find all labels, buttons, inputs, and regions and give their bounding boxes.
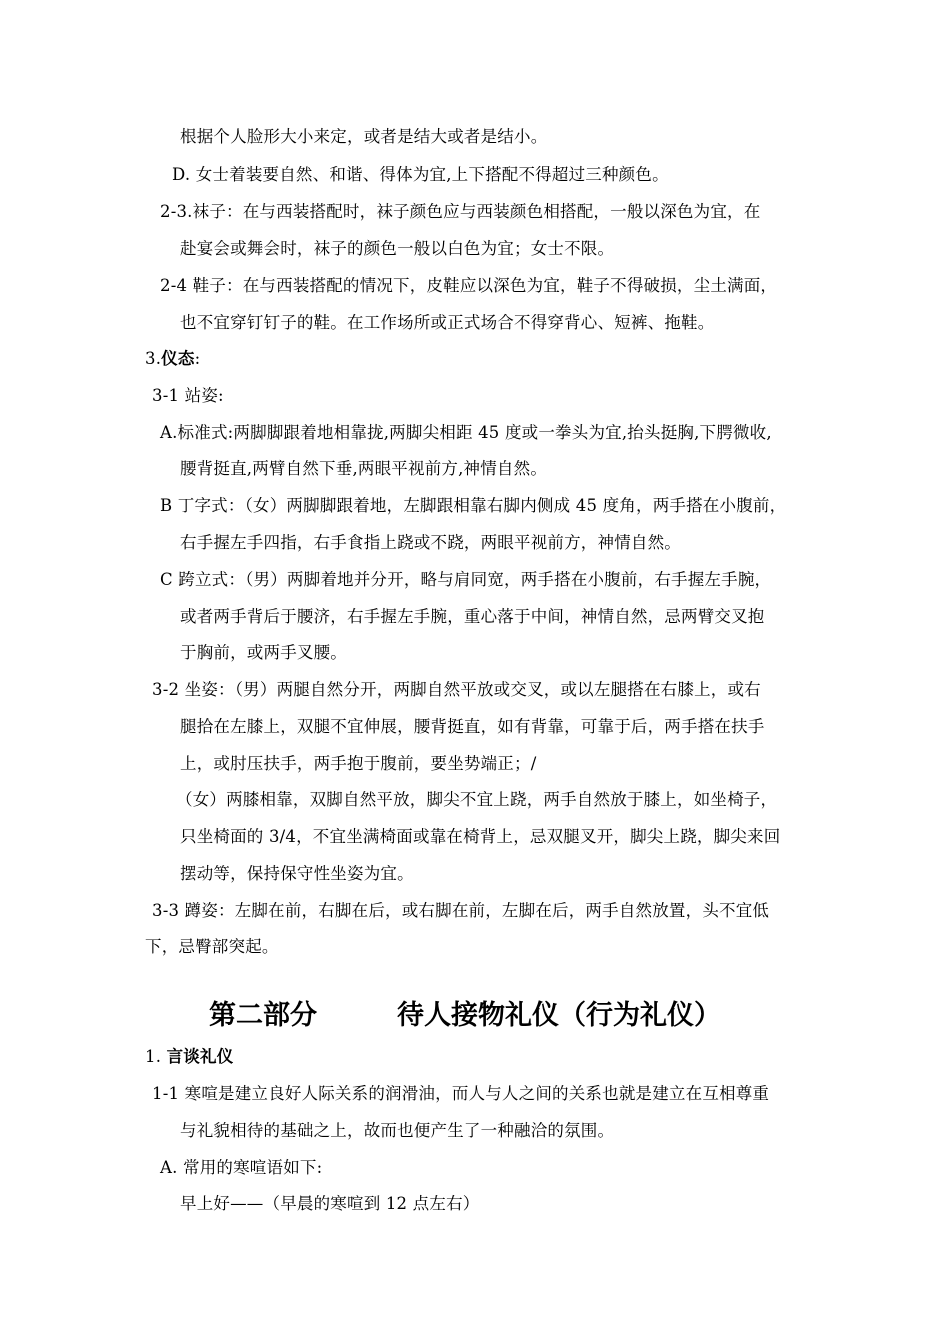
- text-line: 上，或肘压扶手，两手抱于腹前，要坐势端正；/: [180, 754, 537, 773]
- part-title: 待人接物礼仪（行为礼仪）: [397, 1000, 721, 1031]
- part-heading: [0, 996, 950, 1040]
- text-line: 腰背挺直,两臂自然下垂,两眼平视前方,神情自然。: [180, 459, 548, 478]
- text-line: 或者两手背后于腰济，右手握左手腕，重心落于中间，神情自然，忌两臂交叉抱: [180, 607, 765, 626]
- section-colon: :: [194, 349, 201, 368]
- text-line: D. 女士着装要自然、和谐、得体为宜,上下搭配不得超过三种颜色。: [172, 165, 669, 184]
- text-line: 1-1 寒喧是建立良好人际关系的润滑油，而人与人之间的关系也就是建立在互相尊重: [152, 1084, 770, 1103]
- text-line: 与礼貌相待的基础之上，故而也便产生了一种融洽的氛围。: [180, 1121, 615, 1140]
- text-line: 于胸前，或两手叉腰。: [180, 643, 347, 662]
- text-line: 根据个人脸形大小来定，或者是结大或者是结小。: [180, 127, 548, 146]
- text-line: 只坐椅面的 3/4，不宜坐满椅面或靠在椅背上，忌双腿叉开，脚尖上跷，脚尖来回: [180, 827, 781, 846]
- text-line: 早上好——（早晨的寒喧到 12 点左右）: [180, 1194, 480, 1213]
- text-line: B 丁字式：（女）两脚脚跟着地，左脚跟相靠右脚内侧成 45 度角，两手搭在小腹前，: [160, 496, 787, 515]
- text-line: A.标准式:两脚脚跟着地相靠拢,两脚尖相距 45 度或一拳头为宜,抬头挺胸,下腭微收,: [160, 423, 772, 442]
- text-line: 右手握左手四指，右手食指上跷或不跷，两眼平视前方，神情自然。: [180, 533, 681, 552]
- text-line: A. 常用的寒喧语如下:: [160, 1158, 323, 1177]
- part-label: 第二部分: [209, 1000, 317, 1031]
- section-heading-1: [145, 1046, 233, 1068]
- text-line: 腿拾在左膝上，双腿不宜伸展，腰背挺直，如有背靠，可靠于后，两手搭在扶手: [180, 717, 765, 736]
- section-number: 1.: [145, 1047, 162, 1066]
- text-line: 也不宜穿钉钉子的鞋。在工作场所或正式场合不得穿背心、短裤、拖鞋。: [180, 313, 715, 332]
- section-title: 仪态: [161, 349, 195, 368]
- text-line: C 跨立式：（男）两脚着地并分开，略与肩同宽，两手搭在小腹前，右手握左手腕，: [160, 570, 772, 589]
- text-line: 3-3 蹲姿：左脚在前，右脚在后，或右脚在前，左脚在后，两手自然放置，头不宜低: [152, 901, 770, 920]
- text-line: 3-2 坐姿：（男）两腿自然分开，两脚自然平放或交叉，或以左腿搭在右膝上，或右: [152, 680, 761, 699]
- text-line: 2-4 鞋子：在与西装搭配的情况下，皮鞋应以深色为宜，鞋子不得破损，尘土满面，: [160, 276, 778, 295]
- section-number: 3.: [145, 349, 162, 368]
- text-line: 摆动等，保持保守性坐姿为宜。: [180, 864, 414, 883]
- text-line: 下，忌臀部突起。: [145, 937, 279, 956]
- section-heading-3: [145, 348, 200, 370]
- section-title: 言谈礼仪: [166, 1047, 234, 1066]
- text-line: 赴宴会或舞会时，袜子的颜色一般以白色为宜；女士不限。: [180, 239, 615, 258]
- text-line: 3-1 站姿:: [152, 386, 224, 405]
- text-line: 2-3.袜子：在与西装搭配时，袜子颜色应与西装颜色相搭配，一般以深色为宜，在: [160, 202, 761, 221]
- text-line: （女）两膝相靠，双脚自然平放，脚尖不宜上跷，两手自然放于膝上，如坐椅子，: [176, 790, 778, 809]
